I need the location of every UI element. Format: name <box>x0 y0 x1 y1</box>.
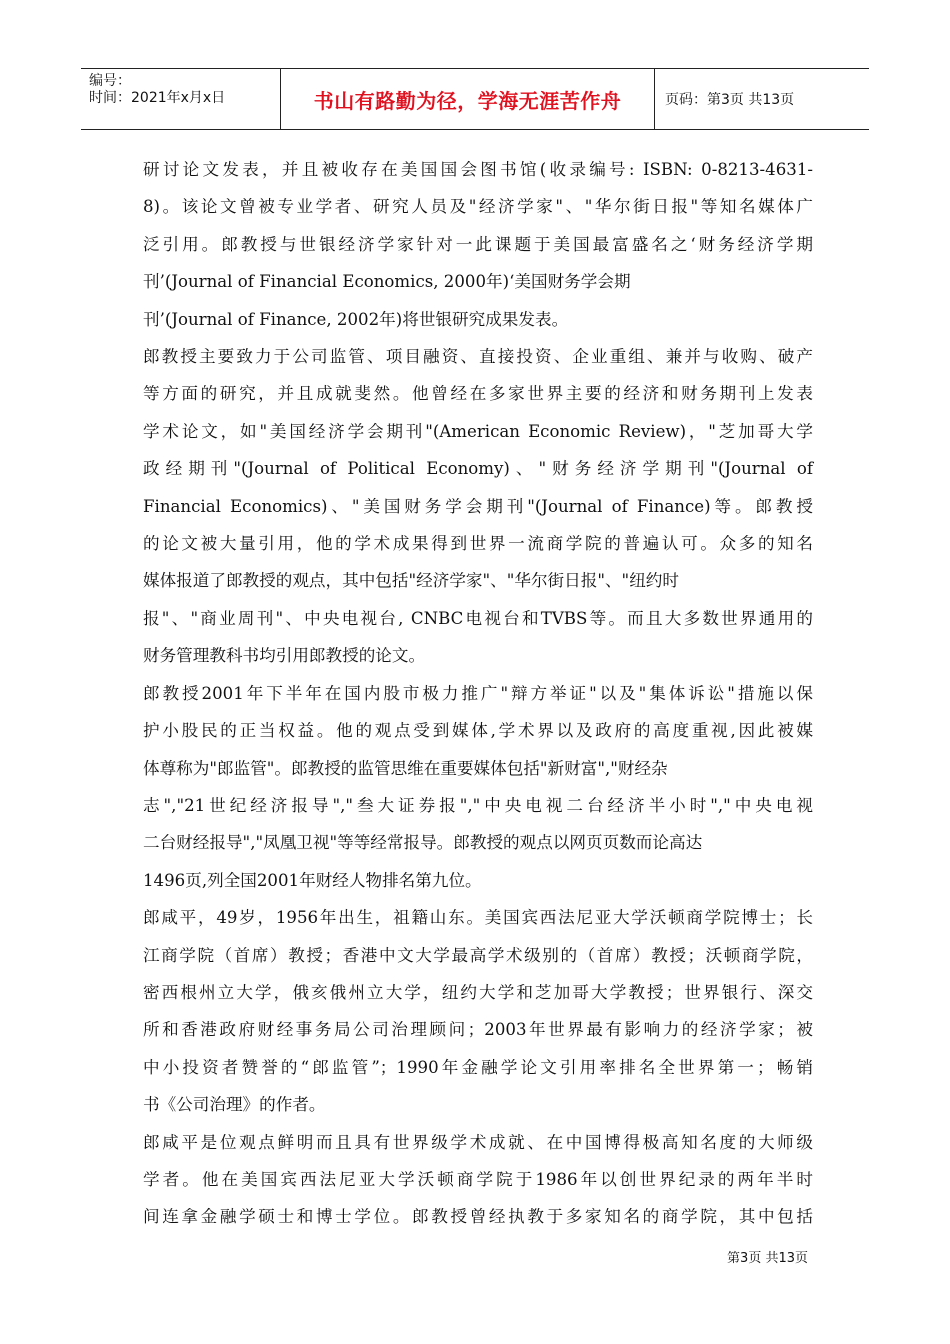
text-line: 1496页,列全国2001年财经人物排名第九位。 <box>143 870 482 890</box>
text-line: 江商学院（首席）教授；香港中文大学最高学术级别的（首席）教授；沃顿商学院， <box>143 945 813 965</box>
text-line: 8)。该论文曾被专业学者、研究人员及"经济学家"、"华尔街日报"等知名媒体广 <box>143 197 813 217</box>
header-motto-cell <box>281 69 655 129</box>
text-line: 体尊称为"郎监管"。郎教授的监管思维在重要媒体包括"新财富","财经杂 <box>143 758 668 778</box>
text-line: 等方面的研究，并且成就斐然。他曾经在多家世界主要的经济和财务期刊上发表 <box>143 384 813 404</box>
text-line: 志","21世纪经济报导","叁大证券报","中央电视二台经济半小时","中央电视 <box>143 795 813 815</box>
text-line: 郎咸平是位观点鲜明而且具有世界级学术成就、在中国博得极高知名度的大师级 <box>143 1132 813 1152</box>
text-line: 密西根州立大学，俄亥俄州立大学，纽约大学和芝加哥大学教授；世界银行、深交 <box>143 982 813 1002</box>
doc-number-label: 编号： <box>89 73 131 89</box>
text-line: 学者。他在美国宾西法尼亚大学沃顿商学院于1986年以创世界纪录的两年半时 <box>143 1169 813 1189</box>
text-line: 书《公司治理》的作者。 <box>143 1095 326 1115</box>
text-line: 的论文被大量引用，他的学术成果得到世界一流商学院的普遍认可。众多的知名 <box>143 534 813 554</box>
text-line: 郎咸平，49岁，1956年出生，祖籍山东。美国宾西法尼亚大学沃顿商学院博士；长 <box>143 908 813 928</box>
header-meta-cell <box>81 69 281 129</box>
text-line: 泛引用。郎教授与世银经济学家针对一此课题于美国最富盛名之‘财务经济学期 <box>143 234 813 254</box>
text-line: 刊’(Journal of Financial Economics, 2000年)‘美国财务学会期 <box>143 272 631 292</box>
text-line: 所和香港政府财经事务局公司治理顾问；2003年世界最有影响力的经济学家；被 <box>143 1020 813 1040</box>
text-line: 护小股民的正当权益。他的观点受到媒体,学术界以及政府的高度重视,因此被媒 <box>143 721 813 741</box>
text-line: 报"、"商业周刊"、中央电视台, CNBC电视台和TVBS等。而且大多数世界通用的 <box>143 608 813 628</box>
page-header <box>81 68 869 130</box>
doc-date-label: 时间：2021年x月x日 <box>89 90 226 106</box>
document-body <box>143 151 813 1236</box>
text-line: 媒体报道了郎教授的观点，其中包括"经济学家"、"华尔街日报"、"纽约时 <box>143 571 679 591</box>
text-line: 郎教授2001年下半年在国内股市极力推广"辩方举证"以及"集体诉讼"措施以保 <box>143 683 813 703</box>
footer-page-number: 第3页 共13页 <box>727 1251 808 1266</box>
text-line: 研讨论文发表，并且被收存在美国国会图书馆(收录编号: ISBN: 0-8213-4631- <box>143 160 813 179</box>
text-line: 财务管理教科书均引用郎教授的论文。 <box>143 646 426 666</box>
text-line: 二台财经报导","凤凰卫视"等等经常报导。郎教授的观点以网页页数而论高达 <box>143 833 703 853</box>
page-footer <box>727 1247 808 1266</box>
text-line: Financial Economics)、"美国财务学会期刊"(Journal of Finance)等。郎教授 <box>143 496 813 516</box>
header-page-cell <box>655 69 869 129</box>
text-line: 郎教授主要致力于公司监管、项目融资、直接投资、企业重组、兼并与收购、破产 <box>143 347 813 367</box>
text-line: 间连拿金融学硕士和博士学位。郎教授曾经执教于多家知名的商学院，其中包括 <box>143 1207 813 1227</box>
text-line: 政经期刊"(Journal of Political Economy)、"财务经济学期刊"(Journal of <box>143 459 813 479</box>
text-line: 中小投资者赞誉的“郎监管”；1990年金融学论文引用率排名全世界第一；畅销 <box>143 1057 813 1077</box>
header-motto: 书山有路勤为径，学海无涯苦作舟 <box>313 88 622 113</box>
text-line: 刊’(Journal of Finance, 2002年)将世银研究成果发表。 <box>143 309 569 329</box>
text-line: 学术论文，如"美国经济学会期刊"(American Economic Review)，"芝加哥大学 <box>143 421 813 441</box>
header-page-info: 页码：第3页 共13页 <box>665 92 795 108</box>
